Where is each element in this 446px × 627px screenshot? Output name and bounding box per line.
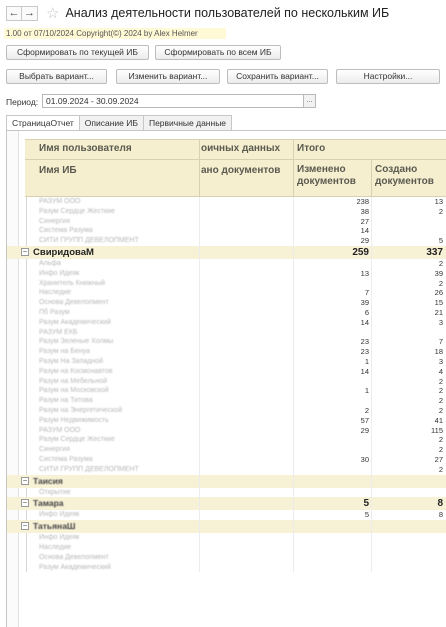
changed-count: 5	[363, 498, 369, 510]
created-count: 41	[434, 415, 443, 425]
tree-line	[26, 279, 27, 289]
tree-line	[26, 553, 27, 563]
created-count: 13	[434, 197, 443, 206]
table-row[interactable]	[7, 279, 446, 289]
tree-line	[26, 386, 27, 396]
tree-line	[26, 377, 27, 387]
changed-count: 238	[356, 197, 369, 206]
collapse-toggle-icon[interactable]: −	[22, 475, 28, 485]
tree-line	[26, 269, 27, 279]
tree-line	[26, 347, 27, 357]
created-count: 2	[438, 206, 443, 216]
row-name: Хранитель Книжный	[39, 279, 106, 287]
created-count: 2	[438, 278, 443, 288]
table-row[interactable]	[7, 435, 446, 445]
row-name: Наследие	[39, 289, 72, 297]
created-count: 2	[438, 376, 443, 386]
created-count: 2	[438, 445, 443, 455]
header-user-name: Имя пользователя	[39, 143, 132, 154]
created-count: 4	[438, 366, 443, 376]
table-row[interactable]	[7, 406, 446, 416]
table-row[interactable]	[7, 367, 446, 377]
created-count: 3	[438, 317, 443, 327]
forward-button[interactable]: →	[22, 6, 38, 21]
changed-count: 14	[360, 226, 369, 236]
form-current-db-button[interactable]: Сформировать по текущей ИБ	[6, 45, 149, 60]
changed-count: 30	[360, 454, 369, 464]
row-name: Основа Девелопмент	[39, 553, 109, 561]
created-count: 27	[434, 454, 443, 464]
tree-line	[26, 416, 27, 426]
changed-count: 29	[360, 425, 369, 435]
row-name: Разум на Мебельной	[39, 377, 107, 385]
row-name: Наследие	[39, 543, 72, 551]
tree-line	[26, 406, 27, 416]
tree-line	[26, 510, 27, 520]
changed-count: 23	[360, 337, 369, 347]
changed-count: 27	[360, 216, 369, 226]
report-rows	[7, 197, 446, 572]
header-created-docs: Создано документов	[375, 164, 434, 187]
tree-line	[26, 533, 27, 543]
tree-line	[26, 465, 27, 475]
row-name: Разум Академический	[39, 563, 111, 571]
changed-count: 7	[364, 288, 369, 298]
tree-line	[26, 288, 27, 298]
table-row[interactable]	[7, 298, 446, 308]
row-name: Система Разума	[39, 227, 93, 235]
tree-line	[26, 236, 27, 246]
row-name: Разум Сердце Жесткие	[39, 207, 115, 215]
row-name: Разум Зеленые Холмы	[39, 338, 114, 346]
row-name: Инфо Идеяк	[39, 511, 80, 519]
created-count: 39	[434, 268, 443, 278]
collapse-toggle-icon[interactable]: −	[22, 521, 28, 531]
header-changed-docs: Изменено документов	[297, 164, 356, 187]
tree-line	[26, 357, 27, 367]
created-count: 7	[438, 337, 443, 347]
form-all-db-button[interactable]: Сформировать по всем ИБ	[155, 45, 281, 60]
choose-variant-button[interactable]: Выбрать вариант...	[6, 69, 107, 84]
period-label: Период:	[6, 97, 39, 107]
table-row[interactable]	[7, 416, 446, 426]
created-count: 21	[434, 307, 443, 317]
user-group-row[interactable]	[7, 475, 446, 488]
table-row[interactable]	[7, 488, 446, 498]
table-row[interactable]	[7, 269, 446, 279]
table-row[interactable]	[7, 217, 446, 227]
changed-count: 259	[352, 246, 369, 258]
tree-line	[26, 337, 27, 347]
table-row[interactable]	[7, 455, 446, 465]
tab-bar	[6, 115, 231, 130]
table-row[interactable]	[7, 377, 446, 387]
tree-line	[26, 455, 27, 465]
row-name: РАЗУМ ООО	[39, 426, 81, 434]
table-row[interactable]	[7, 236, 446, 246]
row-name: Разум На Западной	[39, 357, 104, 365]
table-row[interactable]	[7, 308, 446, 318]
row-name: РАЗУМ ООО	[39, 198, 81, 205]
row-name: Разум Недвижимость	[39, 416, 109, 424]
tree-line	[26, 543, 27, 553]
row-name: Тамара	[33, 498, 64, 509]
created-count: 2	[438, 396, 443, 406]
changed-count: 6	[364, 307, 369, 317]
changed-count: 1	[364, 386, 369, 396]
created-count: 8	[437, 498, 443, 510]
row-name: Разум на Московской	[39, 387, 109, 395]
tree-line	[26, 259, 27, 269]
row-name: Разум на Бенуа	[39, 348, 90, 356]
row-name: Разум Сердце Жесткие	[39, 436, 115, 444]
table-row[interactable]	[7, 510, 446, 520]
table-row[interactable]	[7, 337, 446, 347]
changed-count: 38	[360, 206, 369, 216]
created-count: 26	[434, 288, 443, 298]
changed-count: 1	[364, 356, 369, 366]
tree-line	[26, 367, 27, 377]
collapse-toggle-icon[interactable]: −	[22, 246, 28, 256]
table-row[interactable]	[7, 553, 446, 563]
row-name: Синергия	[39, 217, 70, 225]
table-row[interactable]	[7, 328, 446, 338]
row-name: Таисия	[33, 475, 63, 486]
table-row[interactable]	[7, 426, 446, 436]
row-name: РАЗУМ ЕКБ	[39, 328, 78, 336]
report-area	[6, 130, 446, 627]
header-primary-data: оичных данных	[201, 143, 281, 154]
created-count: 337	[426, 246, 443, 258]
changed-count: 5	[364, 510, 369, 520]
user-group-row[interactable]	[7, 520, 446, 533]
page-title: Анализ деятельности пользователей по нескольким ИБ	[65, 6, 390, 20]
table-row[interactable]	[7, 347, 446, 357]
row-name: СвиридоваМ	[33, 246, 94, 258]
created-count: 2	[438, 435, 443, 445]
tree-line	[26, 328, 27, 338]
changed-count: 39	[360, 298, 369, 308]
change-variant-button[interactable]: Изменить вариант...	[116, 69, 220, 84]
title-bar	[6, 4, 389, 22]
table-row[interactable]	[7, 533, 446, 543]
tree-line	[26, 396, 27, 406]
table-row[interactable]	[7, 197, 446, 207]
tree-line	[26, 298, 27, 308]
table-row[interactable]	[7, 396, 446, 406]
row-name: Система Разума	[39, 455, 93, 463]
table-row[interactable]	[7, 318, 446, 328]
row-name: Инфо Идеяк	[39, 534, 80, 542]
table-row[interactable]	[7, 445, 446, 455]
created-count: 3	[438, 356, 443, 366]
row-name: Основа Девелопмент	[39, 299, 109, 307]
tab-primary-data[interactable]: Первичные данные	[143, 115, 232, 130]
changed-count: 29	[360, 236, 369, 246]
collapse-toggle-icon[interactable]: −	[22, 498, 28, 508]
period-input[interactable]: 01.09.2024 - 30.09.2024	[42, 94, 304, 108]
header-total: Итого	[297, 143, 326, 154]
created-count: 8	[438, 510, 443, 520]
row-name: СИТИ ГРУПП ДЕВЕЛОПМЕНТ	[39, 465, 139, 473]
tree-line	[26, 226, 27, 236]
tree-line	[26, 318, 27, 328]
row-name: ТатьянаШ	[33, 521, 76, 532]
settings-button[interactable]: Настройки...	[336, 69, 440, 84]
tree-line	[26, 197, 27, 207]
created-count: 15	[434, 298, 443, 308]
row-name: Инфо Идеяк	[39, 269, 80, 277]
row-name: Разум на Титова	[39, 397, 93, 405]
created-count: 115	[431, 425, 443, 435]
tree-line	[26, 563, 27, 573]
created-count: 18	[434, 347, 443, 357]
created-count: 5	[438, 236, 443, 246]
tree-line	[26, 488, 27, 498]
row-name: Пб Разум	[39, 308, 70, 316]
user-group-row[interactable]	[7, 246, 446, 259]
changed-count: 2	[364, 405, 369, 415]
table-row[interactable]	[7, 357, 446, 367]
row-name: Синергия	[39, 446, 70, 454]
tree-line	[26, 207, 27, 217]
table-row[interactable]	[7, 563, 446, 573]
header-docs: ано документов	[201, 165, 281, 176]
changed-count: 23	[360, 347, 369, 357]
tab-db-description[interactable]: Описание ИБ	[79, 115, 144, 130]
report-header	[25, 139, 446, 197]
header-db-name: Имя ИБ	[39, 165, 77, 176]
changed-count: 57	[360, 415, 369, 425]
row-name: СИТИ ГРУПП ДЕВЕЛОПМЕНТ	[39, 237, 139, 245]
favorite-star-icon[interactable]: ☆	[46, 4, 60, 22]
row-name: Альфа	[39, 259, 62, 267]
table-row[interactable]	[7, 543, 446, 553]
table-row[interactable]	[7, 259, 446, 269]
row-name: Открытие	[39, 488, 71, 496]
row-name: Разум на Энергетической	[39, 406, 123, 414]
tab-report-page[interactable]: СтраницаОтчет	[6, 115, 80, 131]
tree-line	[26, 445, 27, 455]
created-count: 2	[438, 386, 443, 396]
tree-line	[26, 217, 27, 227]
user-group-row[interactable]	[7, 497, 446, 510]
table-row[interactable]	[7, 207, 446, 217]
changed-count: 14	[360, 317, 369, 327]
table-row[interactable]	[7, 465, 446, 475]
tree-line	[26, 308, 27, 318]
back-button[interactable]: ←	[6, 6, 22, 21]
created-count: 2	[438, 464, 443, 474]
version-info: 1.00 от 07/10/2024 Copyright(©) 2024 by Alex Helmer	[4, 28, 226, 39]
created-count: 2	[438, 258, 443, 268]
changed-count: 14	[360, 366, 369, 376]
created-count: 2	[438, 405, 443, 415]
table-row[interactable]	[7, 386, 446, 396]
save-variant-button[interactable]: Сохранить вариант...	[227, 69, 328, 84]
tree-line	[26, 435, 27, 445]
period-select-button[interactable]: ...	[304, 94, 316, 108]
table-row[interactable]	[7, 288, 446, 298]
tree-line	[26, 426, 27, 436]
row-name: Разум на Космонавтов	[39, 367, 113, 375]
changed-count: 13	[360, 268, 369, 278]
row-name: Разум Академический	[39, 318, 111, 326]
table-row[interactable]	[7, 226, 446, 236]
